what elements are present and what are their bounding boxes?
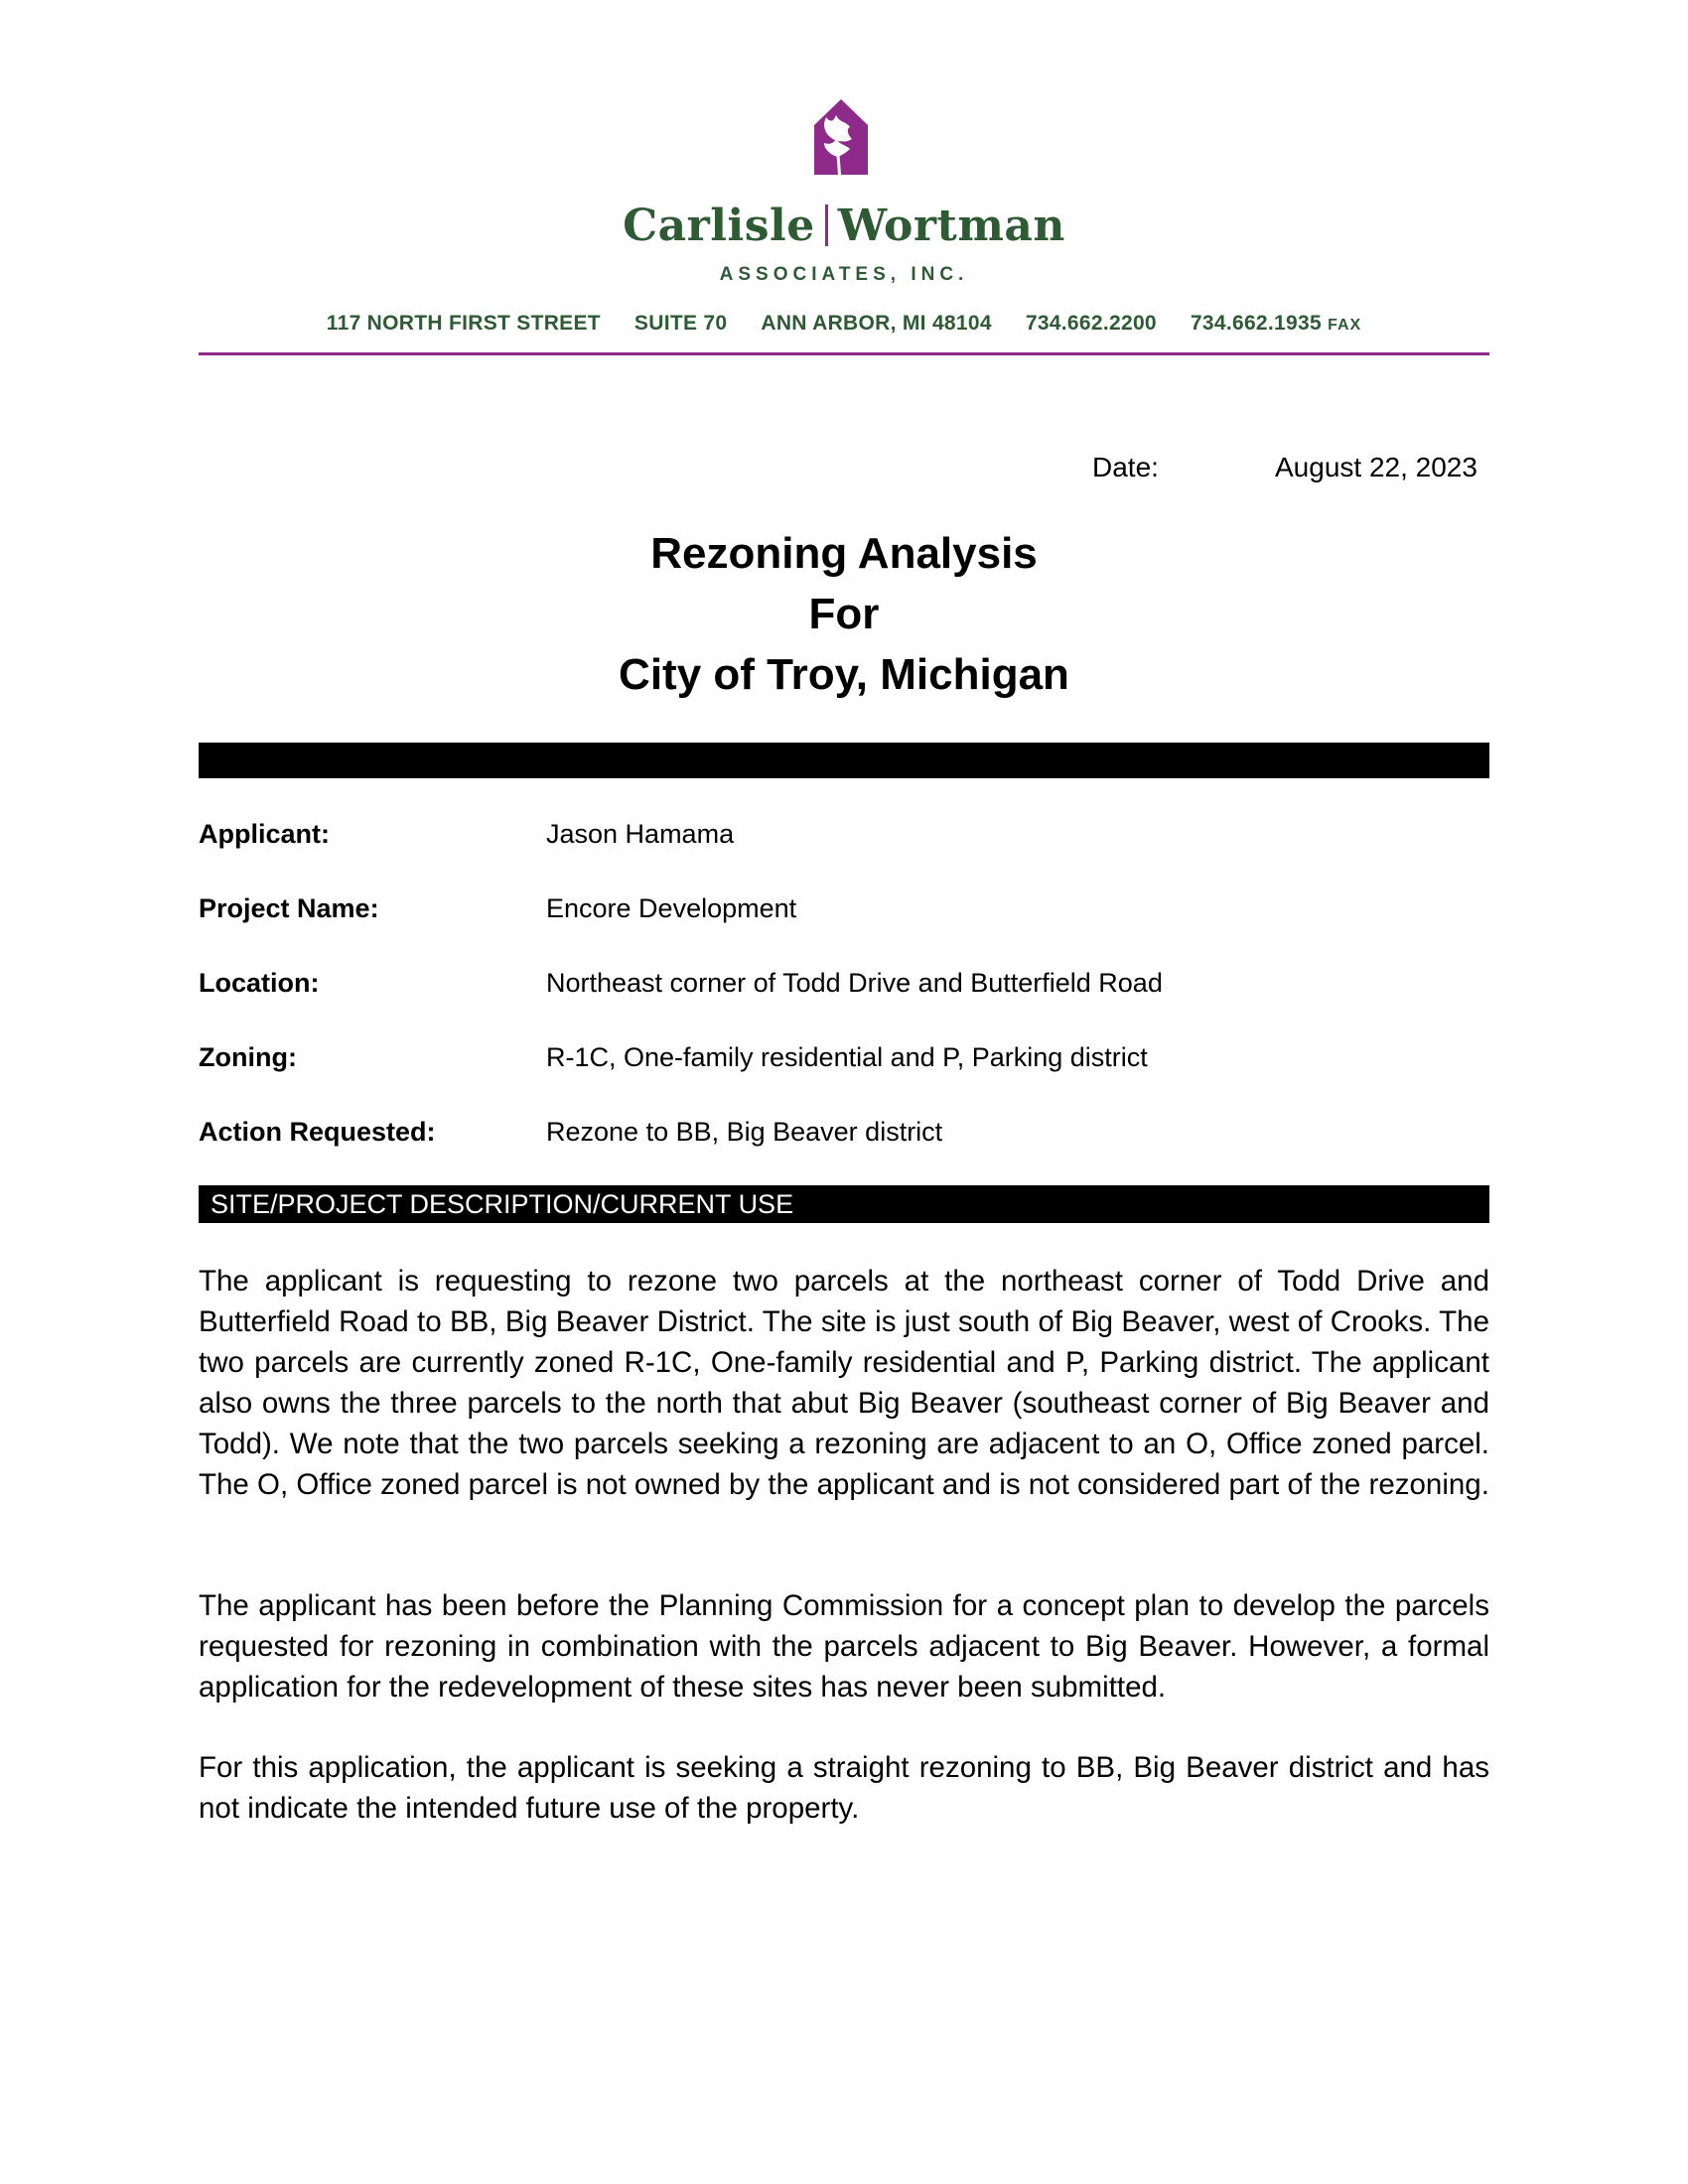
house-leaf-icon	[806, 97, 876, 187]
street-address: 117 NORTH FIRST STREET	[326, 312, 601, 335]
letterhead-divider	[199, 352, 1489, 355]
phone-number: 734.662.2200	[1025, 312, 1157, 335]
action-requested-value: Rezone to BB, Big Beaver district	[546, 1117, 943, 1147]
action-requested-label: Action Requested:	[199, 1117, 436, 1147]
document-title: Rezoning Analysis	[650, 529, 1038, 578]
address-bar	[199, 312, 1489, 336]
location-label: Location:	[199, 968, 320, 998]
paragraph: The applicant has been before the Planning Commission for a concept plan to develop the parcels requested for rezoning in combination with the parcels adjacent to Big Beaver. However, a formal application for the redevelopment of these sites has never been submitted.	[199, 1589, 1489, 1704]
suite: SUITE 70	[633, 312, 728, 335]
document-title-client: City of Troy, Michigan	[619, 650, 1069, 699]
fax-line	[1191, 312, 1361, 336]
city-state-zip: ANN ARBOR, MI 48104	[761, 312, 992, 335]
zoning-value: R-1C, One-family residential and P, Parking district	[546, 1042, 1148, 1072]
date-label: Date:	[1092, 452, 1159, 482]
section-header: SITE/PROJECT DESCRIPTION/CURRENT USE	[199, 1185, 1489, 1223]
paragraph: The applicant is requesting to rezone two parcels at the northeast corner of Todd Drive and Butterfield Road to BB, Big Beaver District. The site is just south of Big Beaver, west of Crooks. The two parcels are currently zoned R-1C, One-family residential and P, Parking district. The applicant also owns the three parcels to the north that abut Big Beaver (southeast corner of Big Beaver and Todd). We note that the two parcels seeking a rezoning are adjacent to an O, Office zoned parcel. The O, Office zoned parcel is not owned by the applicant and is not considered part of the rezoning.	[199, 1265, 1489, 1501]
location-value: Northeast corner of Todd Drive and Butterfield Road	[546, 968, 1163, 998]
date-value: August 22, 2023	[1275, 452, 1477, 482]
company-name-right: Wortman	[837, 201, 1065, 251]
fax-number: 734.662.1935	[1190, 312, 1322, 335]
zoning-label: Zoning:	[199, 1042, 297, 1072]
company-name-left: Carlisle	[623, 201, 815, 251]
document-title-for: For	[808, 590, 880, 638]
title-divider-bar	[199, 743, 1489, 778]
project-name-label: Project Name:	[199, 893, 379, 923]
fax-label: FAX	[1328, 317, 1362, 334]
project-name-value: Encore Development	[546, 893, 797, 923]
applicant-label: Applicant:	[199, 819, 330, 849]
paragraph: For this application, the applicant is seeking a straight rezoning to BB, Big Beaver district and has not indicate the intended future use of the property.	[199, 1751, 1489, 1825]
name-divider	[825, 205, 828, 246]
company-name	[0, 201, 1688, 251]
company-subtitle: ASSOCIATES, INC.	[719, 264, 969, 285]
applicant-value: Jason Hamama	[546, 819, 735, 849]
